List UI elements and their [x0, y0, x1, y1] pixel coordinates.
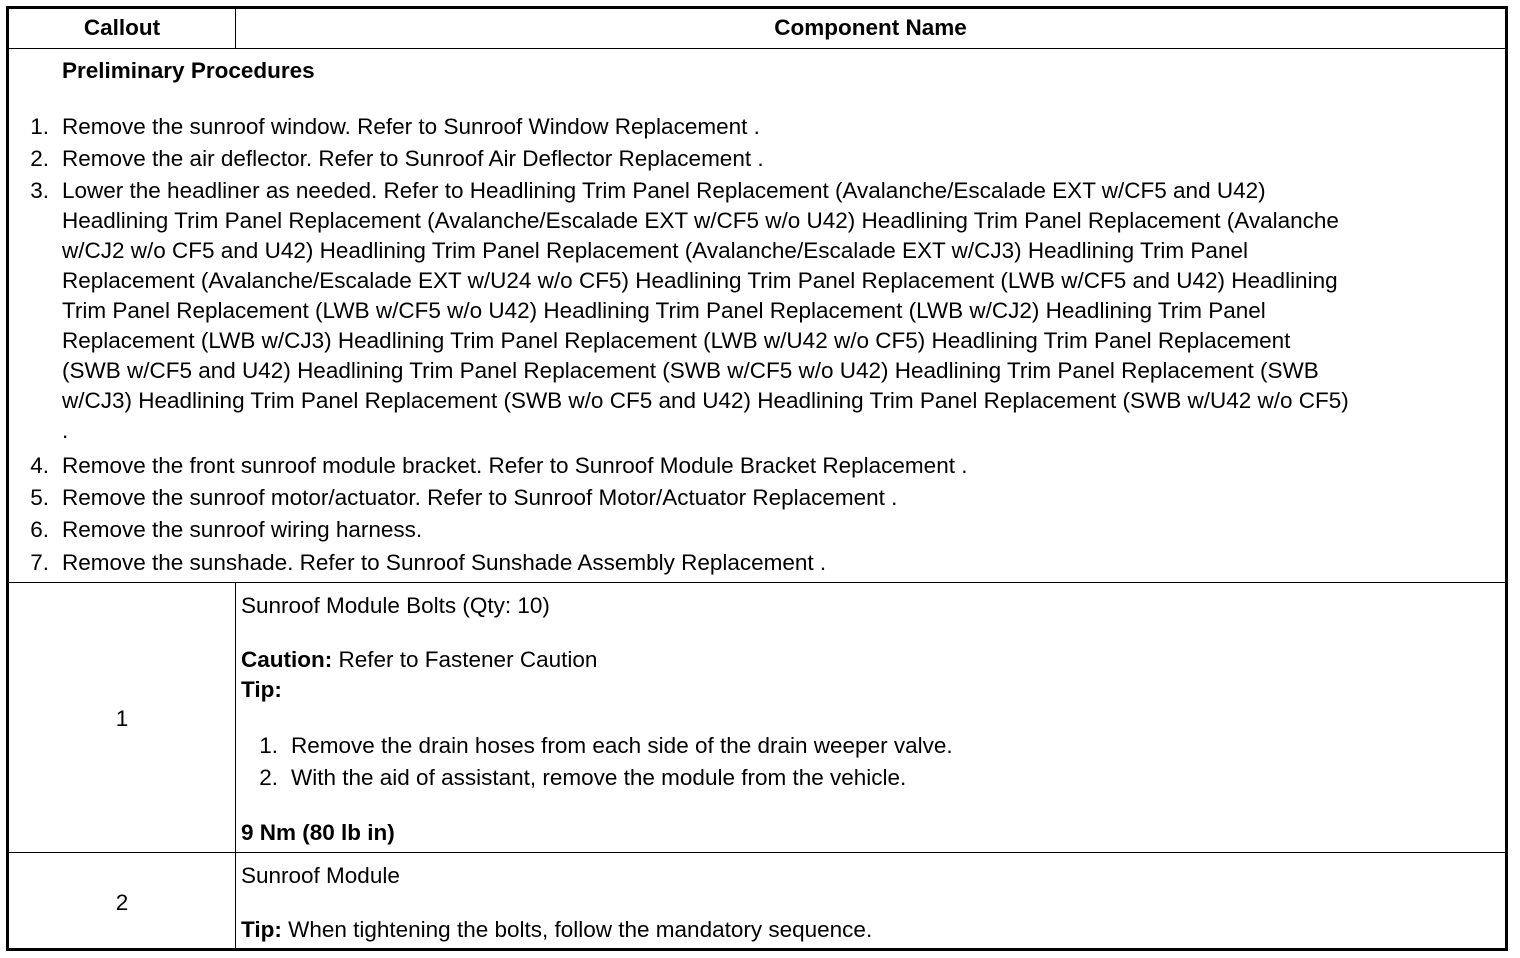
step-text: Remove the sunroof motor/actuator. Refer to Sunroof Motor/Actuator Replacement .	[62, 485, 898, 510]
tip-note	[241, 915, 872, 945]
procedure-table	[6, 6, 1508, 951]
step-number: 5.	[30, 485, 49, 510]
tip-label: Tip:	[241, 917, 282, 942]
caution-label: Caution:	[241, 647, 333, 672]
preliminary-title: Preliminary Procedures	[62, 58, 315, 83]
tip-text: When tightening the bolts, follow the mandatory sequence.	[281, 917, 873, 942]
step-text-line: Lower the headliner as needed. Refer to Headlining Trim Panel Replacement (Avalanche/Escalade EXT w/CF5 and U42)	[62, 178, 1266, 203]
step-number: 4.	[30, 453, 49, 478]
step-text-line: Headlining Trim Panel Replacement (Avalanche/Escalade EXT w/CF5 w/o U42) Headlining Trim Panel Replacement (Avalanche	[62, 208, 1339, 233]
tip-step-text: Remove the drain hoses from each side of the drain weeper valve.	[291, 733, 953, 758]
tip-label: Tip:	[241, 677, 282, 702]
step-text-line: w/CJ3) Headlining Trim Panel Replacement (SWB w/o CF5 and U42) Headlining Trim Panel Replacement (SWB w/U42 w/o CF5)	[62, 388, 1349, 413]
callout-number: 1	[115, 706, 129, 731]
step-text-line: w/CJ2 w/o CF5 and U42) Headlining Trim Panel Replacement (Avalanche/Escalade EXT w/CJ3) Headlining Trim Panel	[62, 238, 1248, 263]
step-text-line: Trim Panel Replacement (LWB w/CF5 w/o U42) Headlining Trim Panel Replacement (LWB w/CJ2) Headlining Trim Panel	[62, 298, 1266, 323]
step-text: Remove the sunshade. Refer to Sunroof Sunshade Assembly Replacement .	[62, 550, 827, 575]
step-number: 7.	[30, 550, 49, 575]
torque-spec: 9 Nm (80 lb in)	[241, 820, 395, 845]
component-name: Sunroof Module	[241, 863, 400, 888]
caution-note	[241, 645, 597, 675]
step-text-line: Replacement (LWB w/CJ3) Headlining Trim Panel Replacement (LWB w/U42 w/o CF5) Headlining Trim Panel Replacement	[62, 328, 1291, 353]
header-component-name: Component Name	[774, 15, 967, 40]
column-divider-body	[235, 582, 236, 948]
tip-step-text: With the aid of assistant, remove the module from the vehicle.	[291, 765, 907, 790]
step-text: Remove the sunroof wiring harness.	[62, 517, 423, 542]
step-text-line: (SWB w/CF5 and U42) Headlining Trim Panel Replacement (SWB w/CF5 w/o U42) Headlining Trim Panel Replacement (SWB	[62, 358, 1319, 383]
caution-text: Refer to Fastener Caution	[332, 647, 598, 672]
step-number: 3.	[30, 178, 49, 203]
step-number: 6.	[30, 517, 49, 542]
header-divider	[9, 48, 1505, 49]
step-text: Remove the front sunroof module bracket. Refer to Sunroof Module Bracket Replacement .	[62, 453, 968, 478]
step-text: Remove the sunroof window. Refer to Sunroof Window Replacement .	[62, 114, 760, 139]
tip-step-number: 1.	[259, 733, 278, 758]
step-text: Remove the air deflector. Refer to Sunroof Air Deflector Replacement .	[62, 146, 764, 171]
step-number: 2.	[30, 146, 49, 171]
step-text-line: Replacement (Avalanche/Escalade EXT w/U24 w/o CF5) Headlining Trim Panel Replacement (LWB w/CF5 and U42) Headlining	[62, 268, 1338, 293]
component-name: Sunroof Module Bolts (Qty: 10)	[241, 593, 550, 618]
header-callout: Callout	[83, 15, 161, 40]
step-text-line: .	[62, 418, 69, 443]
callout-number: 2	[115, 890, 129, 915]
row-divider-1	[9, 852, 1505, 853]
tip-step-number: 2.	[259, 765, 278, 790]
step-number: 1.	[30, 114, 49, 139]
row-divider-preliminary	[9, 582, 1505, 583]
